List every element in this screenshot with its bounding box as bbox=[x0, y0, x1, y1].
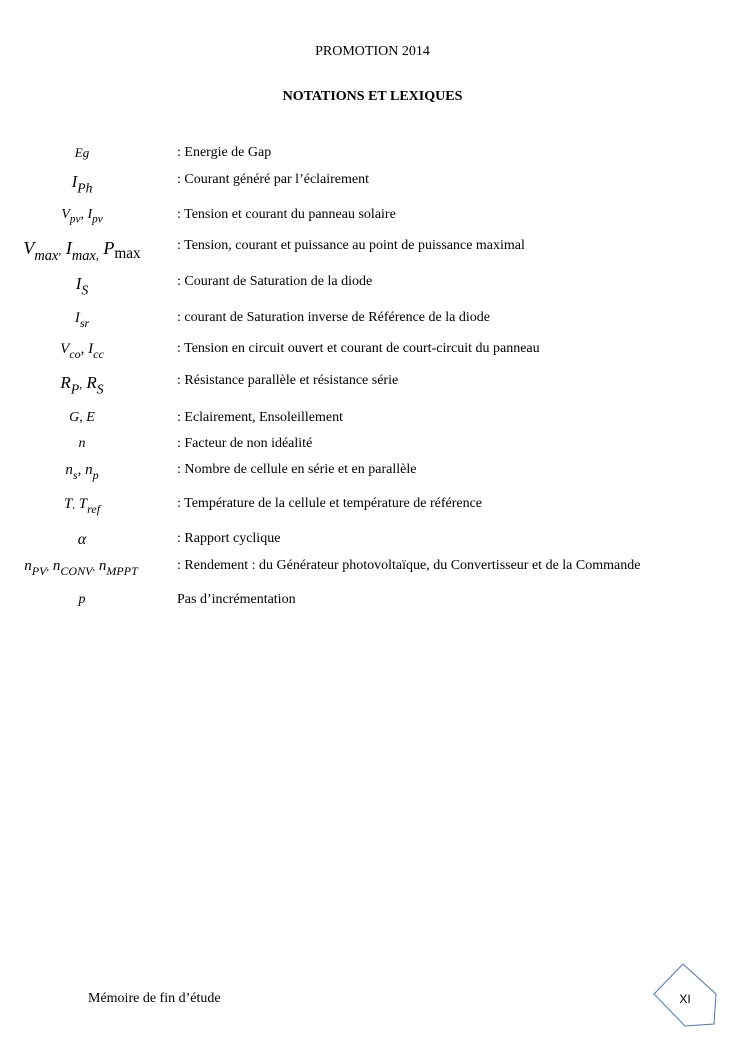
notation-definition: : Nombre de cellule en série et en parallèle bbox=[177, 462, 417, 477]
notation-row-vco-icc bbox=[0, 341, 745, 365]
symbol-base-2: n bbox=[52, 558, 61, 574]
symbol-subscript: pv bbox=[69, 213, 81, 226]
page-footer: Mémoire de fin d’étude bbox=[88, 991, 221, 1006]
symbol-subscript-2: p bbox=[92, 467, 99, 482]
notation-definition: : Tension et courant du panneau solaire bbox=[177, 207, 396, 222]
notation-definition: : Résistance parallèle et résistance série bbox=[177, 373, 399, 388]
notation-definition: : Courant généré par l’éclairement bbox=[177, 172, 370, 187]
notation-row-p bbox=[0, 592, 745, 616]
symbol-base-2: I bbox=[88, 341, 94, 357]
notation-symbol bbox=[0, 496, 164, 517]
notation-row-g-e bbox=[0, 410, 745, 434]
notation-symbol bbox=[0, 207, 164, 225]
symbol-base-3: n bbox=[98, 558, 107, 574]
notation-row-alpha bbox=[0, 531, 745, 555]
symbol-separator: , bbox=[80, 207, 84, 222]
notation-symbol bbox=[0, 462, 164, 483]
notation-symbol bbox=[0, 341, 164, 362]
symbol-base: I bbox=[74, 310, 80, 326]
notation-definition: : courant de Saturation inverse de Référence de la diode bbox=[177, 310, 490, 325]
notation-definition: : Tension, courant et puissance au point de puissance maximal bbox=[177, 238, 525, 253]
notation-row-vmax-imax-pmax bbox=[0, 238, 745, 262]
notation-row-isr bbox=[0, 310, 745, 334]
notation-definition: : Tension en circuit ouvert et courant de court-circuit du panneau bbox=[177, 341, 540, 356]
symbol-base-2: I bbox=[87, 207, 93, 222]
notation-definition: : Courant de Saturation de la diode bbox=[177, 274, 373, 289]
symbol-subscript-2: pv bbox=[92, 213, 103, 226]
symbol-subscript: sr bbox=[79, 315, 90, 330]
notation-symbol bbox=[0, 592, 164, 608]
symbol-subscript: Ph bbox=[77, 180, 93, 196]
notation-definition: : Température de la cellule et température de référence bbox=[177, 496, 483, 511]
symbol-base: T bbox=[63, 496, 73, 512]
page-title: NOTATIONS ET LEXIQUES bbox=[282, 89, 463, 104]
symbol-separator-2: , bbox=[92, 561, 96, 573]
notation-definition: : Rendement : du Générateur photovoltaïque, du Convertisseur et de la Commande bbox=[177, 558, 641, 573]
notation-symbol bbox=[0, 531, 164, 549]
symbol-subscript-2: CONV bbox=[60, 563, 93, 578]
symbol-base: n bbox=[24, 558, 32, 574]
symbol-base: Eg bbox=[74, 145, 90, 160]
symbol-base: V bbox=[23, 238, 35, 258]
symbol-base: V bbox=[60, 341, 70, 357]
notation-definition: : Facteur de non idéalité bbox=[177, 436, 313, 451]
symbol-separator: , bbox=[77, 462, 82, 478]
symbol-base-2: T bbox=[78, 496, 88, 512]
notation-row-n bbox=[0, 436, 745, 460]
symbol-separator: , bbox=[72, 499, 76, 511]
symbol-subscript: PV bbox=[31, 563, 47, 578]
symbol-subscript: S bbox=[81, 282, 89, 298]
symbol-subscript: P bbox=[70, 381, 80, 397]
notation-symbol bbox=[0, 145, 164, 161]
notation-symbol bbox=[0, 558, 166, 579]
notation-row-is bbox=[0, 274, 745, 298]
notation-definition: Pas d’incrémentation bbox=[177, 592, 296, 607]
symbol-subscript-3: max bbox=[114, 244, 141, 262]
notation-symbol bbox=[0, 436, 164, 452]
symbol-base: n bbox=[65, 462, 73, 478]
notation-definition: : Energie de Gap bbox=[177, 145, 272, 160]
symbol-subscript: s bbox=[72, 467, 78, 482]
symbol-separator: , bbox=[80, 341, 85, 357]
symbol-subscript-2: max bbox=[71, 247, 96, 264]
notation-definition: : Eclairement, Ensoleillement bbox=[177, 410, 343, 425]
page-number: XI bbox=[679, 992, 691, 1006]
symbol-subscript: co bbox=[69, 346, 81, 361]
symbol-base: I bbox=[75, 274, 82, 293]
notation-row-vpv-ipv bbox=[0, 207, 745, 231]
notation-row-iph bbox=[0, 172, 745, 196]
notation-definition: : Rapport cyclique bbox=[177, 531, 281, 546]
symbol-separator: , bbox=[46, 561, 50, 573]
notation-symbol bbox=[0, 310, 164, 331]
symbol-subscript: max bbox=[34, 247, 59, 264]
notation-row-npv-nconv-nmppt bbox=[0, 558, 745, 582]
symbol-base-2: R bbox=[86, 373, 97, 392]
notation-row-eg bbox=[0, 145, 745, 169]
notation-symbol bbox=[0, 410, 164, 426]
symbol-separator: , bbox=[79, 377, 83, 391]
symbol-subscript-2: ref bbox=[87, 501, 101, 516]
symbol-base-2: n bbox=[85, 462, 93, 478]
notation-row-t-tref bbox=[0, 496, 745, 520]
notation-row-rp-rs bbox=[0, 373, 745, 397]
page-number-badge bbox=[652, 962, 718, 1028]
symbol-separator-2: , bbox=[95, 247, 99, 262]
symbol-base: I bbox=[71, 172, 78, 191]
page-header: PROMOTION 2014 bbox=[315, 44, 430, 59]
symbol-subscript-2: cc bbox=[93, 346, 104, 361]
symbol-base: V bbox=[61, 207, 70, 222]
notation-symbol bbox=[0, 172, 164, 196]
symbol-subscript-3: MPPT bbox=[106, 563, 138, 578]
symbol-separator: , bbox=[58, 243, 62, 257]
symbol-base-2: I bbox=[65, 238, 72, 258]
notation-symbol bbox=[0, 274, 164, 298]
notation-row-ns-np bbox=[0, 462, 745, 486]
symbol-base: p bbox=[78, 592, 86, 607]
symbol-subscript-2: S bbox=[96, 381, 104, 397]
symbol-base: G, E bbox=[69, 410, 95, 425]
symbol-base: n bbox=[78, 436, 86, 451]
notation-symbol bbox=[0, 373, 164, 397]
symbol-base-3: P bbox=[103, 238, 115, 258]
notation-symbol bbox=[0, 238, 164, 265]
symbol-base: R bbox=[60, 373, 71, 392]
alpha-symbol: α bbox=[77, 531, 87, 548]
